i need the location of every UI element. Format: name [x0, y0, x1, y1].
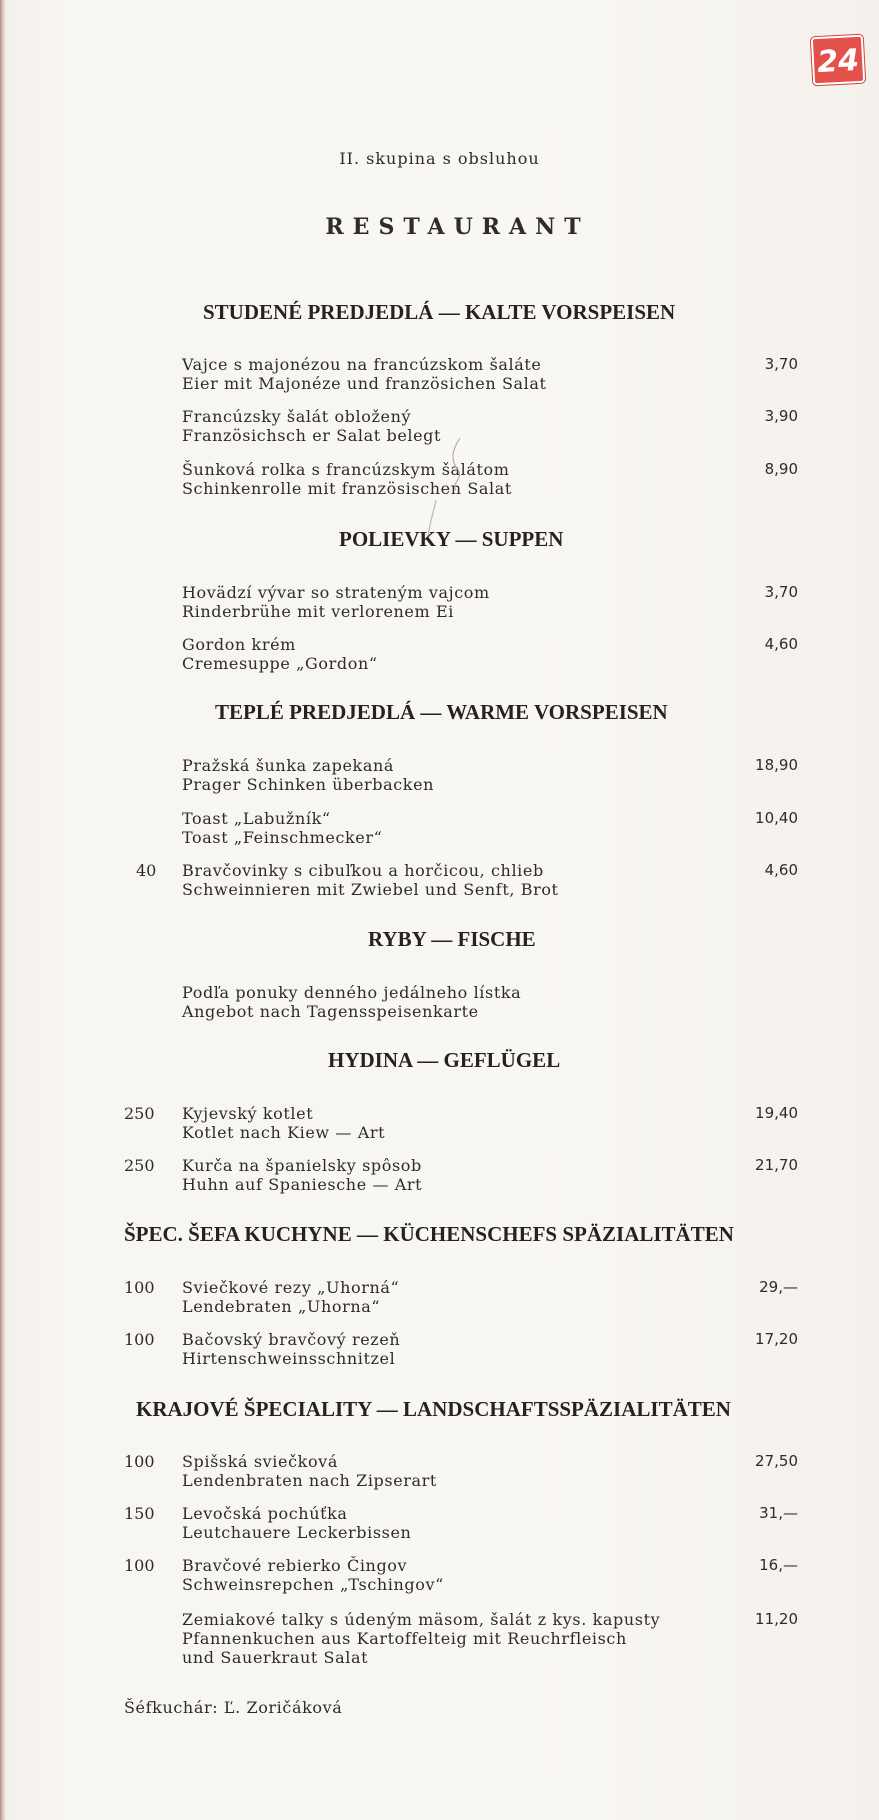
item-name-sk: Pražská šunka zapekaná	[182, 756, 395, 775]
item-name-de: Hirtenschweinsschnitzel	[182, 1349, 396, 1368]
item-name-de: Toast „Feinschmecker“	[182, 828, 383, 847]
item-name-sk: Vajce s majonézou na francúzskom šaláte	[182, 355, 542, 374]
item-price: 8,90	[764, 460, 798, 478]
item-name-de: Pfannenkuchen aus Kartoffelteig mit Reuchrfleisch	[182, 1629, 627, 1648]
logo-24-icon	[811, 35, 865, 86]
item-name-de: Lendenbraten nach Zipserart	[182, 1471, 437, 1490]
item-name-de: Rinderbrühe mit verlorenem Ei	[182, 602, 454, 621]
item-name-sk: Hovädzí vývar so strateným vajcom	[182, 583, 490, 602]
item-price: 18,90	[755, 756, 798, 774]
item-quantity: 100	[124, 1452, 155, 1471]
menu-subtitle: II. skupina s obsluhou	[339, 149, 540, 168]
item-price: 19,40	[755, 1104, 798, 1122]
svg-text:24: 24	[816, 42, 860, 81]
item-name-de: Prager Schinken überbacken	[182, 775, 435, 794]
section-title: TEPLÉ PREDJEDLÁ — WARME VORSPEISEN	[215, 700, 668, 724]
item-quantity: 100	[124, 1556, 155, 1575]
item-name-de: Schweinsrepchen „Tschingov“	[182, 1575, 444, 1594]
item-name-de: Angebot nach Tagensspeisenkarte	[182, 1002, 479, 1021]
item-name-de-continued: und Sauerkraut Salat	[182, 1648, 369, 1667]
item-name-sk: Kyjevský kotlet	[182, 1104, 314, 1123]
item-name-sk: Spišská sviečková	[182, 1452, 338, 1471]
section-title: KRAJOVÉ ŠPECIALITY — LANDSCHAFTSSPÄZIALITÄTEN	[136, 1397, 731, 1421]
item-price: 27,50	[755, 1452, 798, 1470]
item-name-de: Lendebraten „Uhorna“	[182, 1297, 381, 1316]
section-title: HYDINA — GEFLÜGEL	[328, 1048, 561, 1072]
menu-title: RESTAURANT	[325, 214, 590, 240]
item-price: 3,90	[764, 407, 798, 425]
item-name-sk: Kurča na španielsky spôsob	[182, 1156, 422, 1175]
section-title: STUDENÉ PREDJEDLÁ — KALTE VORSPEISEN	[203, 300, 676, 324]
item-name-sk: Levočská pochúťka	[182, 1504, 348, 1523]
section-title: ŠPEC. ŠEFA KUCHYNE — KÜCHENSCHEFS SPÄZIALITÄTEN	[124, 1222, 734, 1246]
item-price: 31,—	[759, 1504, 798, 1522]
item-price: 17,20	[755, 1330, 798, 1348]
item-name-sk: Sviečkové rezy „Uhorná“	[182, 1278, 400, 1297]
item-name-de: Eier mit Majonéze und französichen Salat	[182, 374, 547, 393]
item-name-sk: Zemiakové talky s údeným mäsom, šalát z kys. kapusty	[182, 1610, 661, 1629]
item-name-sk: Bravčové rebierko Čingov	[182, 1556, 408, 1575]
paper-edge	[0, 0, 6, 1820]
item-price: 3,70	[764, 355, 798, 373]
item-name-de: Schweinnieren mit Zwiebel und Senft, Brot	[182, 880, 559, 899]
item-name-sk: Francúzsky šalát obložený	[182, 407, 412, 426]
item-price: 21,70	[755, 1156, 798, 1174]
item-name-de: Leutchauere Leckerbissen	[182, 1523, 412, 1542]
section-title: RYBY — FISCHE	[368, 927, 536, 951]
section-title: POLIEVKY — SUPPEN	[339, 527, 564, 551]
item-name-sk: Bravčovinky s cibuľkou a horčicou, chlieb	[182, 861, 544, 880]
item-price: 3,70	[764, 583, 798, 601]
item-name-de: Huhn auf Spaniesche — Art	[182, 1175, 423, 1194]
item-quantity: 100	[124, 1278, 155, 1297]
chef-signature-line: Šéfkuchár: Ľ. Zoričáková	[124, 1698, 343, 1717]
item-name-de: Cremesuppe „Gordon“	[182, 654, 378, 673]
item-price: 10,40	[755, 809, 798, 827]
item-price: 4,60	[764, 635, 798, 653]
item-price: 4,60	[764, 861, 798, 879]
item-price: 29,—	[759, 1278, 798, 1296]
item-name-de: Schinkenrolle mit französischen Salat	[182, 479, 512, 498]
pencil-mark-icon	[420, 430, 490, 540]
item-quantity: 40	[136, 861, 157, 880]
item-price: 16,—	[759, 1556, 798, 1574]
item-price: 11,20	[755, 1610, 798, 1628]
item-quantity: 250	[124, 1104, 155, 1123]
item-name-sk: Šunková rolka s francúzskym šalátom	[182, 460, 510, 479]
item-name-de: Kotlet nach Kiew — Art	[182, 1123, 386, 1142]
item-quantity: 100	[124, 1330, 155, 1349]
item-quantity: 150	[124, 1504, 155, 1523]
item-name-sk: Podľa ponuky denného jedálneho lístka	[182, 983, 522, 1002]
item-name-sk: Gordon krém	[182, 635, 296, 654]
item-name-sk: Toast „Labužník“	[182, 809, 331, 828]
item-name-sk: Bačovský bravčový rezeň	[182, 1330, 401, 1349]
item-quantity: 250	[124, 1156, 155, 1175]
item-name-de: Französichsch er Salat belegt	[182, 426, 442, 445]
